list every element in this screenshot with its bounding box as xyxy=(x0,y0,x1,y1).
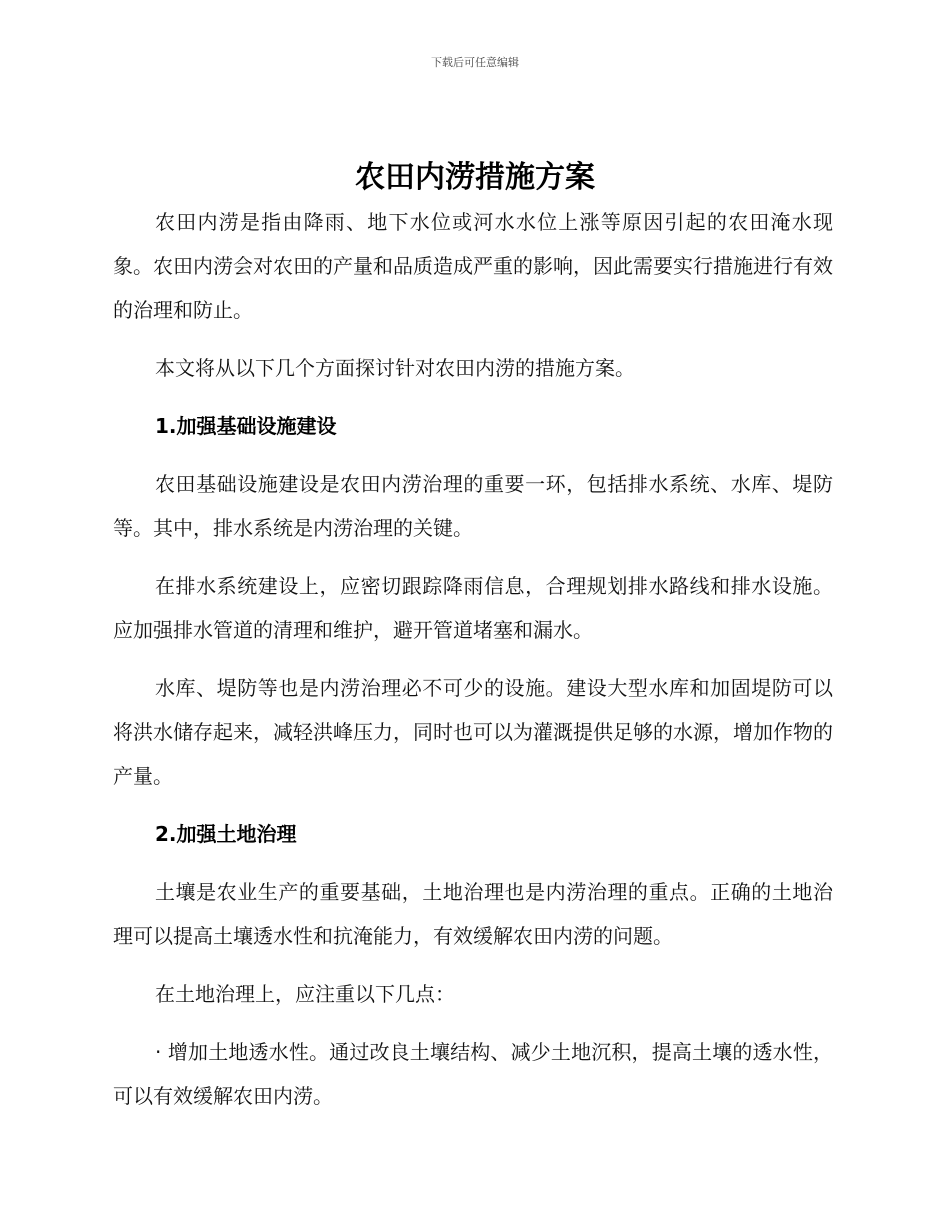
header-note: 下载后可任意编辑 xyxy=(431,56,519,69)
section-heading-land: 2.加强土地治理 xyxy=(155,822,297,846)
paragraph-soil: 土壤是农业生产的重要基础，土地治理也是内涝治理的重点。正确的土地治理可以提高土壤透水性和抗淹能力，有效缓解农田内涝的问题。 xyxy=(113,880,833,948)
paragraph-reservoir: 水库、堤防等也是内涝治理必不可少的设施。建设大型水库和加固堤防可以将洪水储存起来，减轻洪峰压力，同时也可以为灌溉提供足够的水源，增加作物的产量。 xyxy=(113,676,833,788)
list-item-permeability: · 增加土地透水性。通过改良土壤结构、减少土地沉积，提高土壤的透水性，可以有效缓解农田内涝。 xyxy=(113,1040,833,1108)
section-heading-infrastructure: 1.加强基础设施建设 xyxy=(155,414,337,438)
document-body xyxy=(113,200,833,1132)
paragraph-land-points: 在土地治理上，应注重以下几点： xyxy=(155,982,455,1006)
paragraph-overview: 本文将从以下几个方面探讨针对农田内涝的措施方案。 xyxy=(155,356,635,380)
paragraph-intro: 农田内涝是指由降雨、地下水位或河水水位上涨等原因引起的农田淹水现象。农田内涝会对农田的产量和品质造成严重的影响，因此需要实行措施进行有效的治理和防止。 xyxy=(113,210,833,322)
paragraph-drainage: 在排水系统建设上，应密切跟踪降雨信息，合理规划排水路线和排水设施。应加强排水管道的清理和维护，避开管道堵塞和漏水。 xyxy=(113,574,833,642)
document-title: 农田内涝措施方案 xyxy=(355,160,595,195)
paragraph-infrastructure: 农田基础设施建设是农田内涝治理的重要一环，包括排水系统、水库、堤防等。其中，排水系统是内涝治理的关键。 xyxy=(113,472,833,540)
